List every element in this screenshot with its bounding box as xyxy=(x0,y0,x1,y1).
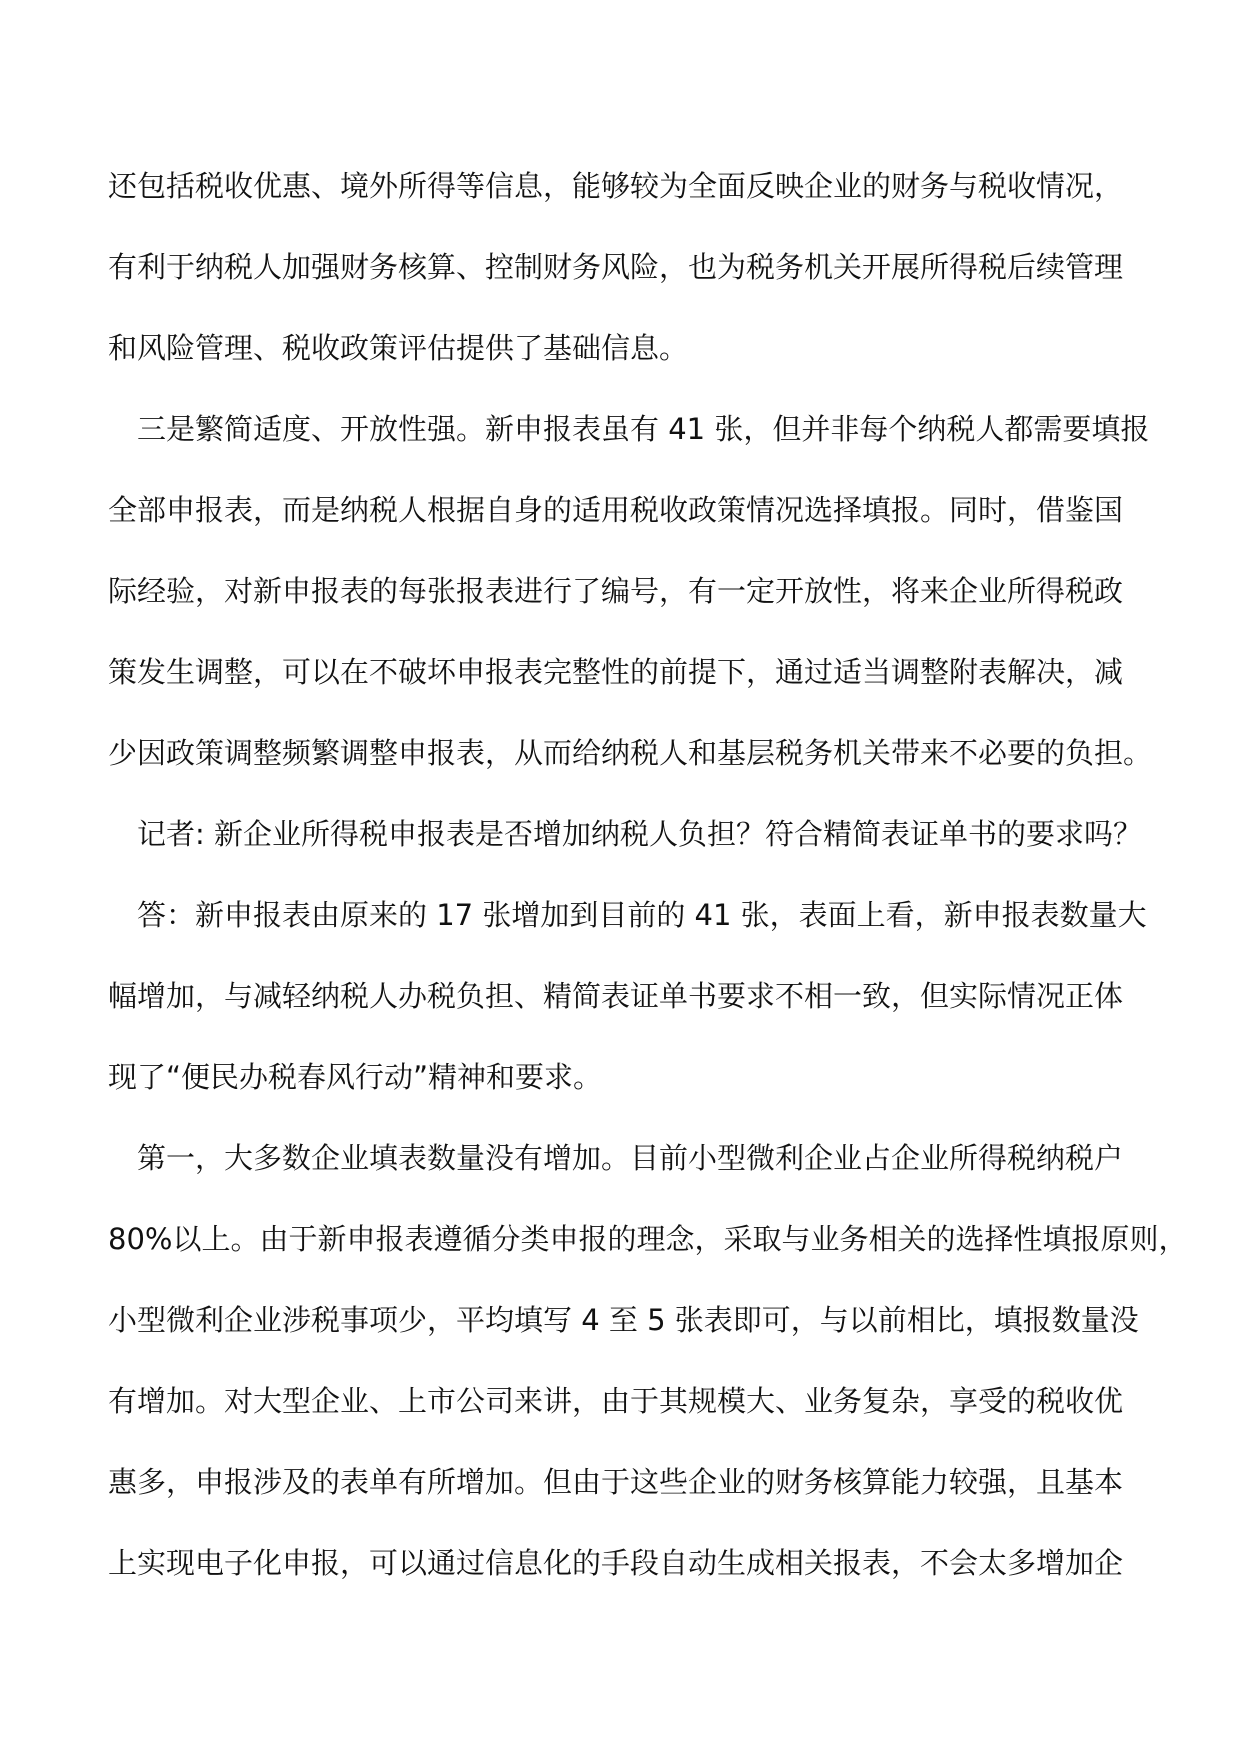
text-line: 全部申报表，而是纳税人根据自身的适用税收政策情况选择填报。同时，借鉴国 xyxy=(108,493,1124,527)
text-line: 少因政策调整频繁调整申报表，从而给纳税人和基层税务机关带来不必要的负担。 xyxy=(108,736,1153,770)
text-line: 有利于纳税人加强财务核算、控制财务风险，也为税务机关开展所得税后续管理 xyxy=(108,250,1124,284)
text-line: 小型微利企业涉税事项少，平均填写 4 至 5 张表即可，与以前相比，填报数量没 xyxy=(108,1303,1139,1337)
text-line: 幅增加，与减轻纳税人办税负担、精简表证单书要求不相一致，但实际情况正体 xyxy=(108,979,1124,1013)
text-line: 上实现电子化申报，可以通过信息化的手段自动生成相关报表，不会太多增加企 xyxy=(108,1546,1124,1580)
text-line: 第一，大多数企业填表数量没有增加。目前小型微利企业占企业所得税纳税户 xyxy=(108,1141,1124,1175)
document-body xyxy=(108,146,1188,1604)
text-line: 三是繁简适度、开放性强。新申报表虽有 41 张，但并非每个纳税人都需要填报 xyxy=(108,412,1150,446)
text-line: 惠多，申报涉及的表单有所增加。但由于这些企业的财务核算能力较强，且基本 xyxy=(108,1465,1124,1499)
text-line: 有增加。对大型企业、上市公司来讲，由于其规模大、业务复杂，享受的税收优 xyxy=(108,1384,1124,1418)
text-line: 记者: 新企业所得税申报表是否增加纳税人负担？符合精简表证单书的要求吗？ xyxy=(108,817,1142,851)
text-line: 还包括税收优惠、境外所得等信息，能够较为全面反映企业的财务与税收情况， xyxy=(108,169,1124,203)
text-line: 现了“便民办税春风行动”精神和要求。 xyxy=(108,1060,603,1094)
text-line: 和风险管理、税收政策评估提供了基础信息。 xyxy=(108,331,689,365)
text-line: 际经验，对新申报表的每张报表进行了编号，有一定开放性，将来企业所得税政 xyxy=(108,574,1124,608)
text-line: 答：新申报表由原来的 17 张增加到目前的 41 张，表面上看，新申报表数量大 xyxy=(108,898,1147,932)
text-line: 策发生调整，可以在不破坏申报表完整性的前提下，通过适当调整附表解决，减 xyxy=(108,655,1124,689)
text-line: 80%以上。由于新申报表遵循分类申报的理念，采取与业务相关的选择性填报原则， xyxy=(108,1222,1188,1256)
